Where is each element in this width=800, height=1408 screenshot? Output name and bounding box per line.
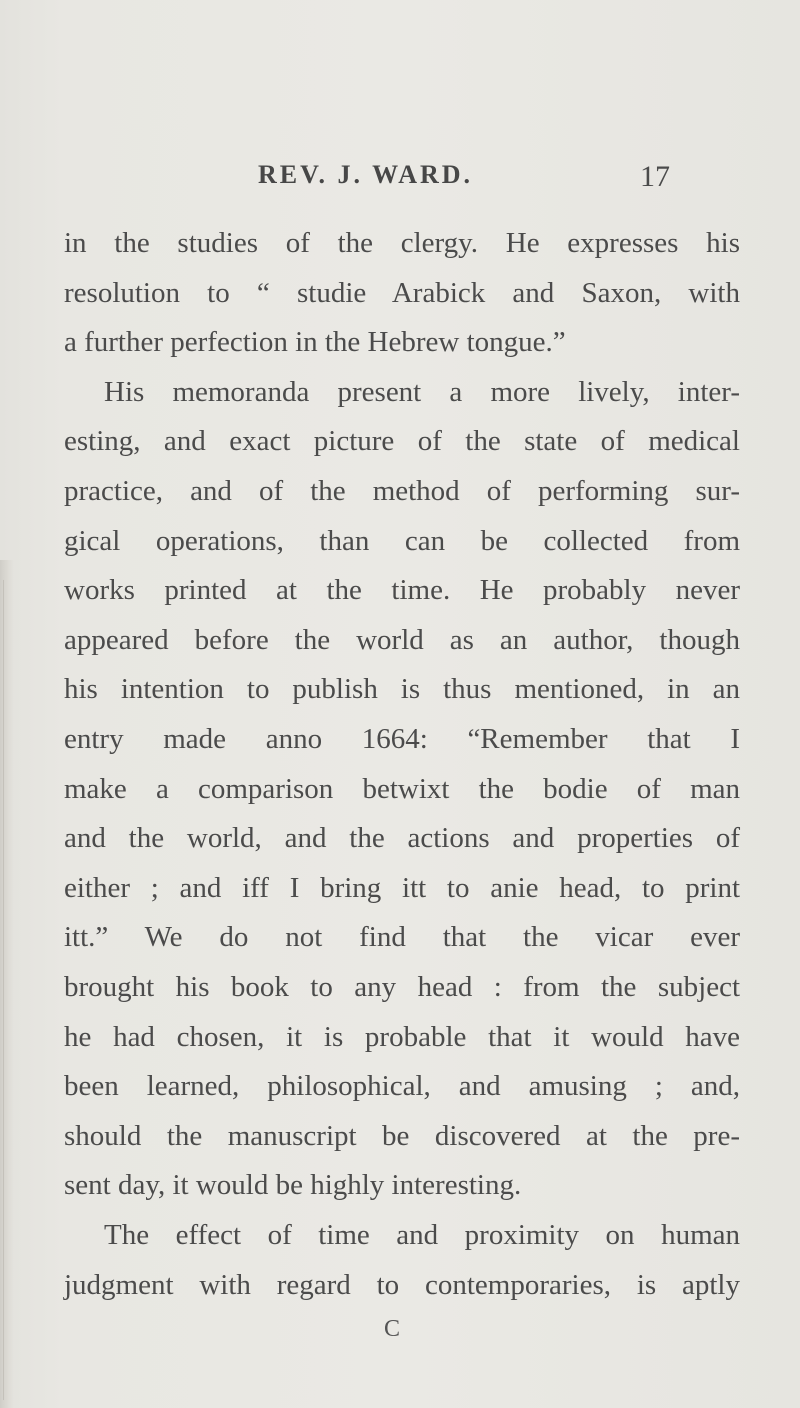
text-line: brought his book to any head : from the subject <box>64 971 740 1003</box>
text-line: appeared before the world as an author, though <box>64 624 740 656</box>
running-head <box>258 160 708 200</box>
text-line: judgment with regard to contemporaries, is aptly <box>64 1269 740 1301</box>
text-line: esting, and exact picture of the state of medical <box>64 425 740 457</box>
text-line: should the manuscript be discovered at the pre- <box>64 1120 740 1152</box>
text-line: his intention to publish is thus mentioned, in an <box>64 673 740 705</box>
text-line: gical operations, than can be collected from <box>64 525 740 557</box>
text-line: been learned, philosophical, and amusing ; and, <box>64 1070 740 1102</box>
text-line: and the world, and the actions and properties of <box>64 822 740 854</box>
text-line: make a comparison betwixt the bodie of man <box>64 773 740 805</box>
text-line: entry made anno 1664: “Remember that I <box>64 723 740 755</box>
text-line: a further perfection in the Hebrew tongue.” <box>64 326 566 358</box>
text-line: works printed at the time. He probably never <box>64 574 740 606</box>
text-line: His memoranda present a more lively, inter- <box>104 376 740 408</box>
running-head-title: REV. J. WARD. <box>258 160 474 189</box>
text-line: practice, and of the method of performing sur- <box>64 475 740 507</box>
signature-mark: C <box>384 1316 401 1342</box>
binding-edge-line <box>3 580 4 1400</box>
text-line: itt.” We do not find that the vicar ever <box>64 921 740 953</box>
text-line: resolution to “ studie Arabick and Saxon, with <box>64 277 740 309</box>
text-line: in the studies of the clergy. He expresses his <box>64 227 740 259</box>
text-line: The effect of time and proximity on human <box>104 1219 740 1251</box>
text-line: he had chosen, it is probable that it would have <box>64 1021 740 1053</box>
text-line: either ; and iff I bring itt to anie head, to print <box>64 872 740 904</box>
text-line: sent day, it would be highly interesting. <box>64 1169 522 1201</box>
page-number: 17 <box>640 160 670 193</box>
